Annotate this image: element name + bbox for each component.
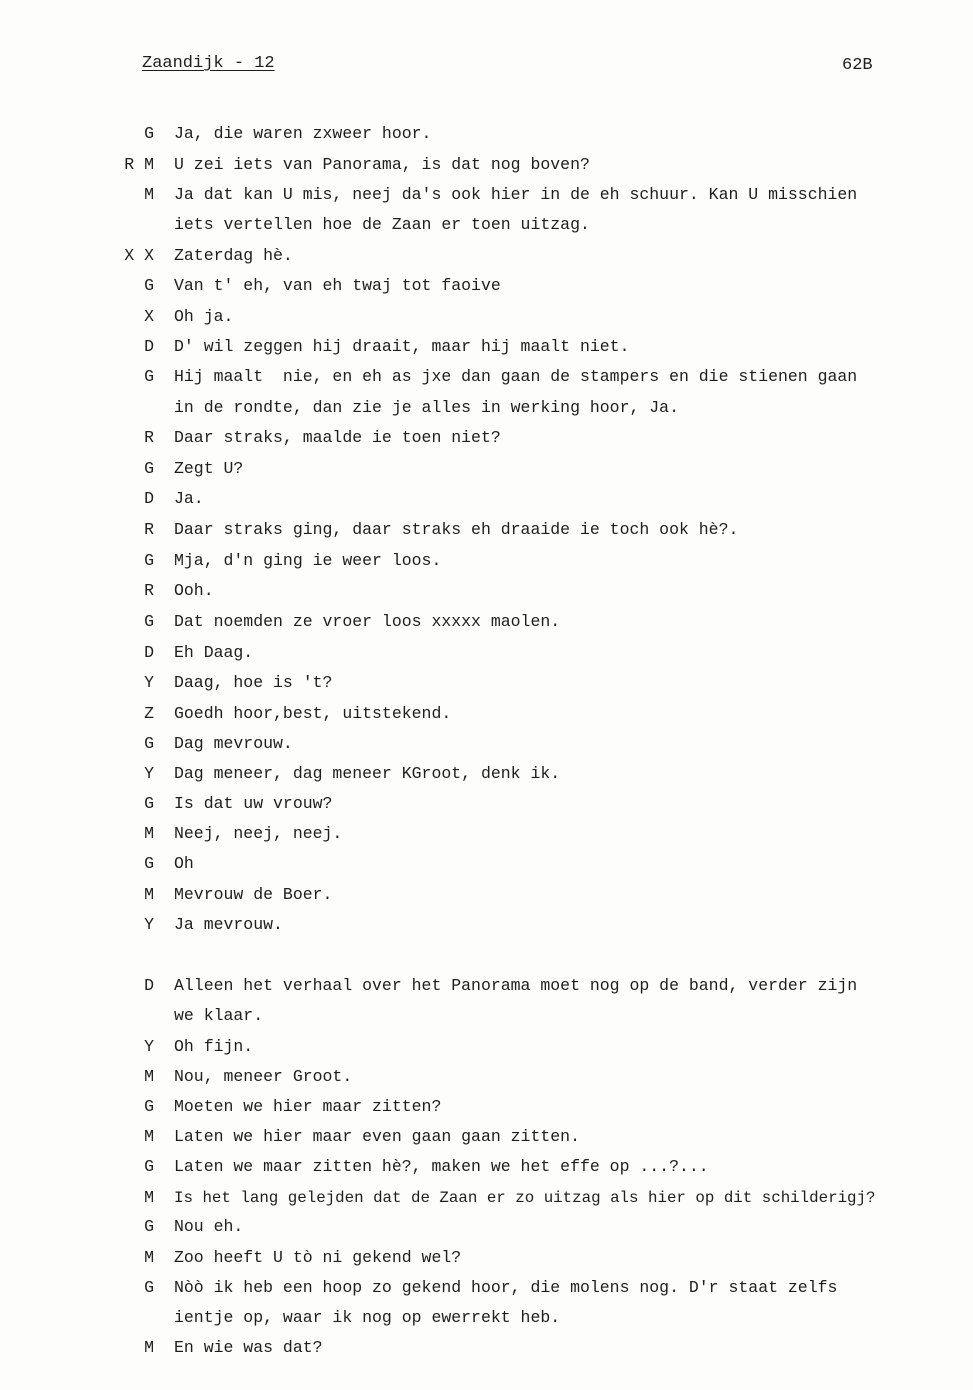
speaker-label: R <box>144 428 154 447</box>
transcript-line <box>0 1243 973 1273</box>
line-text: Neej, neej, neej. <box>174 824 343 843</box>
transcript-line <box>0 1092 973 1122</box>
speaker-label: Z <box>144 704 154 723</box>
line-text: U zei iets van Panorama, is dat nog boven? <box>174 155 590 174</box>
transcript-line <box>0 576 973 606</box>
line-text: Nou eh. <box>174 1217 244 1236</box>
speaker-label: G <box>144 734 154 753</box>
line-text: Dag meneer, dag meneer KGroot, denk ik. <box>174 764 561 783</box>
line-text: Eh Daag. <box>174 643 254 662</box>
line-text: Oh ja. <box>174 307 234 326</box>
speaker-label: D <box>144 976 154 995</box>
transcript-line <box>0 668 973 698</box>
transcript-line <box>0 759 973 789</box>
transcript-line <box>0 971 973 1001</box>
transcript-line <box>0 607 973 637</box>
speaker-label: G <box>144 854 154 873</box>
speaker-label: G <box>144 367 154 386</box>
transcript-line <box>0 241 973 271</box>
line-text: Is dat uw vrouw? <box>174 794 333 813</box>
line-text: Nou, meneer Groot. <box>174 1067 353 1086</box>
transcript-line <box>0 1212 973 1242</box>
line-text: Mja, d'n ging ie weer loos. <box>174 551 442 570</box>
transcript-line <box>0 1152 973 1182</box>
speaker-label: M <box>144 1338 154 1357</box>
transcript-line <box>0 1001 973 1031</box>
speaker-label: M <box>144 885 154 904</box>
line-text: Dag mevrouw. <box>174 734 293 753</box>
speaker-label: M <box>144 1188 154 1207</box>
transcript-line <box>0 910 973 940</box>
line-text: Ja mevrouw. <box>174 915 283 934</box>
speaker-label: G <box>144 612 154 631</box>
speaker-label: X <box>144 307 154 326</box>
line-text: Oh <box>174 854 194 873</box>
line-text: Is het lang gelejden dat de Zaan er zo uitzag als hier op dit schilderigj? <box>174 1189 876 1207</box>
speaker-label: G <box>144 1278 154 1297</box>
transcript-line <box>0 484 973 514</box>
page-number: 62B <box>842 56 873 75</box>
speaker-label: D <box>144 489 154 508</box>
speaker-label: G <box>144 1097 154 1116</box>
line-text: iets vertellen hoe de Zaan er toen uitzag. <box>174 215 590 234</box>
transcript-line <box>0 515 973 545</box>
speaker-label: G <box>144 1217 154 1236</box>
line-text: Ooh. <box>174 581 214 600</box>
transcript-line <box>0 332 973 362</box>
transcript-line <box>0 454 973 484</box>
document-title: Zaandijk - 12 <box>142 54 275 73</box>
speaker-label: Y <box>144 915 154 934</box>
transcript-line <box>0 423 973 453</box>
line-text: we klaar. <box>174 1006 264 1025</box>
speaker-label: G <box>144 794 154 813</box>
line-text: Mevrouw de Boer. <box>174 885 333 904</box>
line-text: Alleen het verhaal over het Panorama moet nog op de band, verder zijn <box>174 976 858 995</box>
line-text: Zegt U? <box>174 459 244 478</box>
transcript-line <box>0 1062 973 1092</box>
speaker-label: R M <box>124 155 154 174</box>
line-text: Goedh hoor,best, uitstekend. <box>174 704 452 723</box>
speaker-label: M <box>144 824 154 843</box>
transcript-line <box>0 271 973 301</box>
transcript-line <box>0 1303 973 1333</box>
line-text: in de rondte, dan zie je alles in werking hoor, Ja. <box>174 398 679 417</box>
speaker-label: Y <box>144 673 154 692</box>
transcript-line <box>0 1273 973 1303</box>
speaker-label: G <box>144 1157 154 1176</box>
speaker-label: Y <box>144 764 154 783</box>
line-text: Daag, hoe is 't? <box>174 673 333 692</box>
speaker-label: M <box>144 1127 154 1146</box>
speaker-label: M <box>144 185 154 204</box>
line-text: Laten we maar zitten hè?, maken we het effe op ...?... <box>174 1157 709 1176</box>
transcript-line <box>0 1032 973 1062</box>
transcript-line <box>0 393 973 423</box>
speaker-label: X X <box>124 246 154 265</box>
speaker-label: Y <box>144 1037 154 1056</box>
speaker-label: G <box>144 459 154 478</box>
line-text: Nòò ik heb een hoop zo gekend hoor, die molens nog. D'r staat zelfs <box>174 1278 838 1297</box>
line-text: ientje op, waar ik nog op ewerrekt heb. <box>174 1308 561 1327</box>
line-text: Daar straks, maalde ie toen niet? <box>174 428 501 447</box>
line-text: Ja. <box>174 489 204 508</box>
speaker-label: R <box>144 581 154 600</box>
transcript-line <box>0 362 973 392</box>
transcript-line <box>0 546 973 576</box>
line-text: Laten we hier maar even gaan gaan zitten. <box>174 1127 580 1146</box>
transcript-line <box>0 729 973 759</box>
line-text: D' wil zeggen hij draait, maar hij maalt niet. <box>174 337 630 356</box>
transcript-line <box>0 849 973 879</box>
speaker-label: M <box>144 1248 154 1267</box>
transcript-line <box>0 819 973 849</box>
line-text: Zaterdag hè. <box>174 246 293 265</box>
speaker-label: G <box>144 276 154 295</box>
transcript-line <box>0 789 973 819</box>
speaker-label: D <box>144 337 154 356</box>
line-text: Van t' eh, van eh twaj tot faoive <box>174 276 501 295</box>
transcript-line <box>0 1333 973 1363</box>
line-text: Daar straks ging, daar straks eh draaide ie toch ook hè?. <box>174 520 739 539</box>
transcript-line <box>0 180 973 210</box>
transcript-line <box>0 150 973 180</box>
transcript-line <box>0 1183 973 1213</box>
transcript-line <box>0 699 973 729</box>
line-text: Hij maalt nie, en eh as jxe dan gaan de stampers en die stienen gaan <box>174 367 858 386</box>
line-text: En wie was dat? <box>174 1338 323 1357</box>
speaker-label: M <box>144 1067 154 1086</box>
speaker-label: D <box>144 643 154 662</box>
transcript-line <box>0 302 973 332</box>
speaker-label: R <box>144 520 154 539</box>
speaker-label: G <box>144 551 154 570</box>
speaker-label: G <box>144 124 154 143</box>
line-text: Ja dat kan U mis, neej da's ook hier in de eh schuur. Kan U misschien <box>174 185 858 204</box>
line-text: Dat noemden ze vroer loos xxxxx maolen. <box>174 612 561 631</box>
transcript-line <box>0 119 973 149</box>
line-text: Ja, die waren zxweer hoor. <box>174 124 432 143</box>
transcript-line <box>0 210 973 240</box>
transcript-line <box>0 880 973 910</box>
line-text: Moeten we hier maar zitten? <box>174 1097 442 1116</box>
line-text: Zoo heeft U tò ni gekend wel? <box>174 1248 462 1267</box>
transcript-line <box>0 1122 973 1152</box>
transcript-line <box>0 638 973 668</box>
line-text: Oh fijn. <box>174 1037 254 1056</box>
